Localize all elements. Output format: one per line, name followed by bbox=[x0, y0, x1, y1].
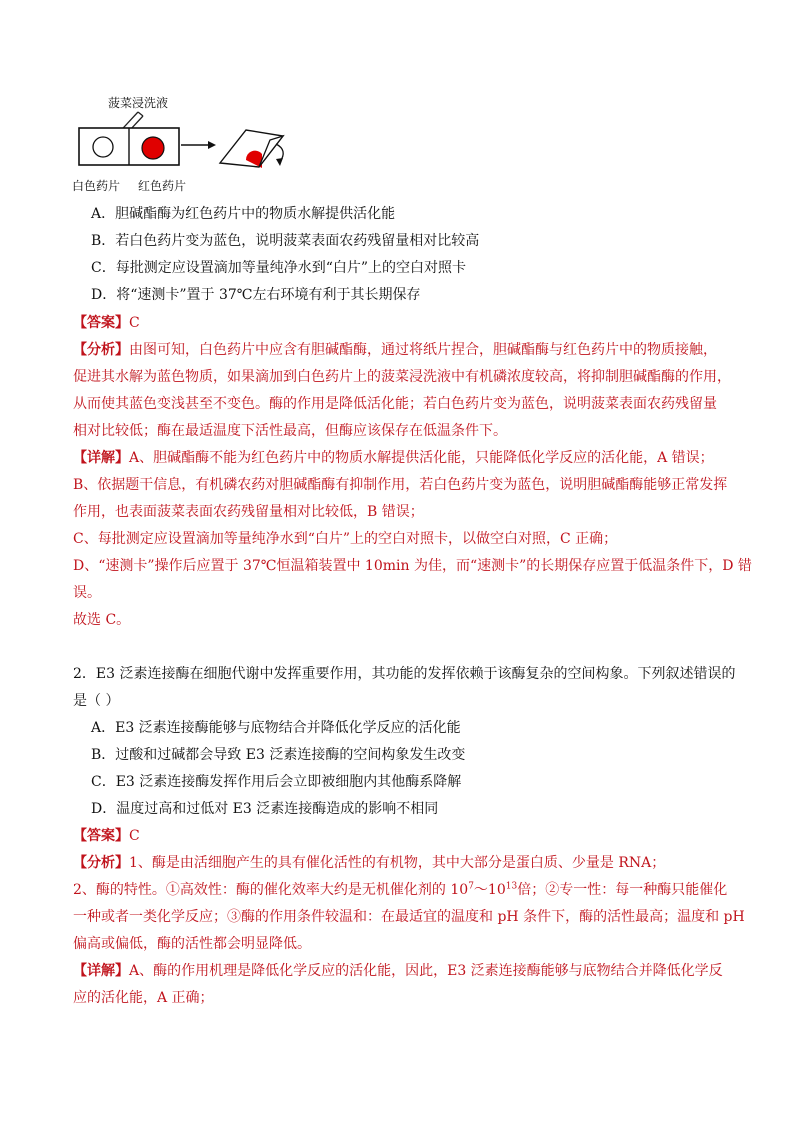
q2-analysis-3a: 一种或者一类化学反应； bbox=[73, 909, 227, 925]
q2-option-b: B．过酸和过碱都会导致 E3 泛素连接酶的空间构象发生改变 bbox=[91, 747, 466, 763]
q1-option-b: B．若白色药片变为蓝色，说明菠菜表面农药残留量相对比较高 bbox=[91, 233, 480, 249]
white-tablet bbox=[93, 137, 113, 157]
circle-number-2: ② bbox=[545, 882, 560, 898]
q1-analysis-line-2: 促进其水解为蓝色物质，如果滴加到白色药片上的菠菜浸洗液中有机磷浓度较高，将抑制胆碱酯酶的作用， bbox=[73, 369, 731, 385]
q1-answer-tag: 【答案】 bbox=[73, 315, 129, 331]
q2-option-a: A．E3 泛素连接酶能够与底物结合并降低化学反应的活化能 bbox=[91, 720, 461, 736]
q1-detail-line-1 bbox=[73, 448, 723, 468]
q2-answer-value: C bbox=[129, 828, 140, 844]
fold-arrow-head bbox=[276, 158, 283, 166]
q2-analysis-line-1 bbox=[73, 853, 723, 873]
q1-answer bbox=[73, 313, 723, 333]
process-arrow-head bbox=[208, 141, 216, 149]
q2-detail-line-1 bbox=[73, 961, 723, 981]
q1-option-d: D．将“速测卡”置于 37℃左右环境有利于其长期保存 bbox=[91, 287, 421, 303]
test-card-diagram bbox=[70, 92, 300, 194]
q2-stem-line-2: 是（ ） bbox=[73, 693, 120, 709]
q1-analysis-line-3: 从而使其蓝色变浅甚至不变色。酶的作用是降低活化能；若白色药片变为蓝色，说明菠菜表面农药残留量 bbox=[73, 396, 717, 412]
q1-analysis-line-4: 相对比较低；酶在最适温度下活性最高，但酶应该保存在低温条件下。 bbox=[73, 423, 507, 439]
q2-option-c: C．E3 泛素连接酶发挥作用后会立即被细胞内其他酶系降解 bbox=[91, 774, 462, 790]
q2-analysis-line-3 bbox=[73, 907, 745, 927]
q1-analysis-text-1: 由图可知，白色药片中应含有胆碱酯酶，通过将纸片捏合，胆碱酯酶与红色药片中的物质接触， bbox=[129, 342, 717, 358]
q2-analysis-text-1: 1、酶是由活细胞产生的具有催化活性的有机物，其中大部分是蛋白质、少量是 RNA； bbox=[129, 855, 666, 871]
q2-option-d: D．温度过高和过低对 E3 泛素连接酶造成的影响不相同 bbox=[91, 801, 439, 817]
q1-detail-line-6: 误。 bbox=[73, 585, 101, 601]
red-tablet bbox=[142, 137, 164, 159]
q2-detail-tag: 【详解】 bbox=[73, 963, 129, 979]
q2-analysis-2d: 倍； bbox=[517, 882, 546, 898]
q1-analysis-tag: 【分析】 bbox=[73, 342, 129, 358]
q2-answer bbox=[73, 826, 723, 846]
q2-analysis-2a: 2、酶的特性。 bbox=[73, 882, 166, 898]
q2-answer-tag: 【答案】 bbox=[73, 828, 129, 844]
white-tablet-label: 白色药片 bbox=[72, 179, 121, 193]
q1-detail-text-1: A、胆碱酯酶不能为红色药片中的物质水解提供活化能，只能降低化学反应的活化能，A 错误； bbox=[129, 450, 714, 466]
q1-answer-value: C bbox=[129, 315, 140, 331]
q2-sup-1: 7 bbox=[468, 881, 474, 892]
q1-detail-line-5: D、“速测卡”操作后应置于 37℃恒温箱装置中 10min 为佳，而“速测卡”的长期保存应置于低温条件下，D 错 bbox=[73, 558, 752, 574]
q1-detail-line-4: C、每批测定应设置滴加等量纯净水到“白片”上的空白对照卡，以做空白对照，C 正确； bbox=[73, 531, 618, 547]
circle-number-1: ① bbox=[165, 882, 180, 898]
dropper-top bbox=[138, 112, 143, 116]
q1-conclusion: 故选 C。 bbox=[73, 612, 131, 628]
circle-number-3: ③ bbox=[227, 909, 241, 925]
q2-analysis-2e: 专一性：每一种酶只能催化 bbox=[559, 882, 728, 898]
q2-detail-text-1: A、酶的作用机理是降低化学反应的活化能，因此，E3 泛素连接酶能够与底物结合并降低化学反 bbox=[129, 963, 723, 979]
q2-analysis-line-4: 偏高或偏低，酶的活性都会明显降低。 bbox=[73, 936, 311, 952]
spinach-wash-label: 菠菜浸洗液 bbox=[108, 96, 169, 110]
q1-detail-tag: 【详解】 bbox=[73, 450, 129, 466]
test-card-figure bbox=[70, 92, 300, 194]
q2-analysis-line-2 bbox=[73, 880, 728, 900]
q2-analysis-2c: ～10 bbox=[473, 882, 506, 898]
q2-analysis-2b: 高效性：酶的催化效率大约是无机催化剂的 10 bbox=[179, 882, 469, 898]
q1-detail-line-3: 作用，也表面菠菜表面农药残留量相对比较低，B 错误； bbox=[73, 504, 424, 520]
q2-detail-line-2: 应的活化能，A 正确； bbox=[73, 990, 214, 1006]
q1-option-c: C．每批测定应设置滴加等量纯净水到“白片”上的空白对照卡 bbox=[91, 260, 467, 276]
q2-analysis-3b: 酶的作用条件较温和：在最适宜的温度和 pH 条件下，酶的活性最高；温度和 pH bbox=[241, 909, 745, 925]
red-tablet-label: 红色药片 bbox=[138, 179, 187, 193]
q1-option-a: A．胆碱酯酶为红色药片中的物质水解提供活化能 bbox=[91, 206, 396, 222]
q2-sup-2: 13 bbox=[505, 881, 518, 892]
q1-analysis-line-1 bbox=[73, 340, 723, 360]
q2-analysis-tag: 【分析】 bbox=[73, 855, 129, 871]
q1-detail-line-2: B、依据题干信息，有机磷农药对胆碱酯酶有抑制作用，若白色药片变为蓝色，说明胆碱酯酶能够正常发挥 bbox=[73, 477, 728, 493]
q2-stem-line-1: 2．E3 泛素连接酶在细胞代谢中发挥重要作用，其功能的发挥依赖于该酶复杂的空间构象。下列叙述错误的 bbox=[73, 666, 736, 682]
